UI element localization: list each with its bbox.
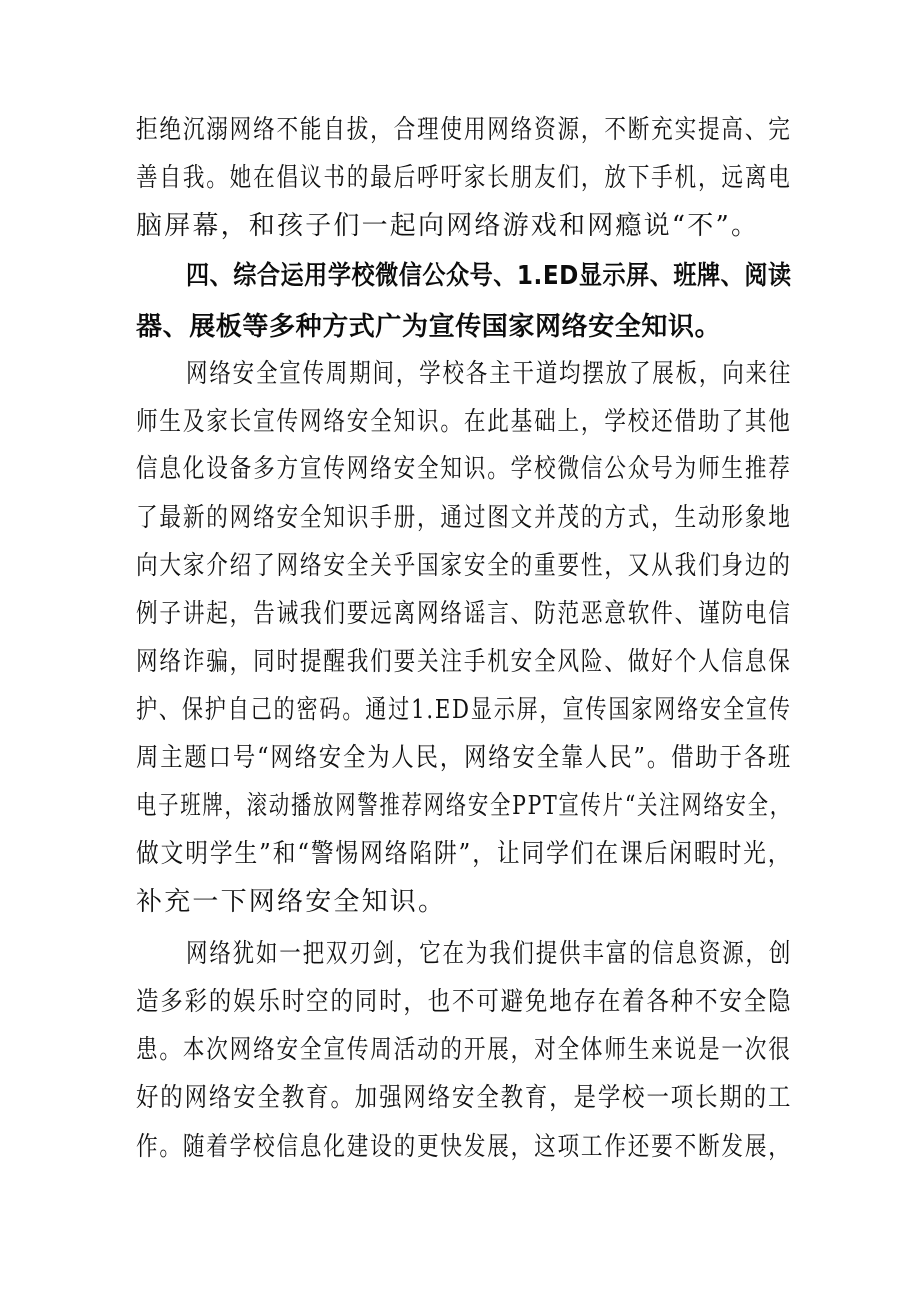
text-line: 补充一下网络安全知识。	[136, 887, 447, 917]
text-line: 作。随着学校信息化建设的更快发展，这项工作还要不断发展，	[136, 1132, 792, 1162]
text-line: 善自我。她在倡议书的最后呼吁家长朋友们，放下手机，远离电	[136, 163, 792, 193]
text-line: 了最新的网络安全知识手册，通过图文并茂的方式，生动形象地	[136, 503, 792, 533]
text-line: 周主题口号“网络安全为人民，网络安全靠人民”。借助于各班	[136, 743, 793, 773]
text-line: 造多彩的娱乐时空的同时，也不可避免地存在着各种不安全隐	[136, 987, 793, 1017]
section-heading: 四、综合运用学校微信公众号、1.ED显示屏、班牌、阅读	[186, 261, 792, 291]
text-line: 网络安全宣传周期间，学校各主干道均摆放了展板，向来往	[186, 359, 793, 389]
text-line: 护、保护自己的密码。通过1.ED显示屏，宣传国家网络安全宣传	[136, 695, 792, 725]
section-heading: 器、展板等多种方式广为宣传国家网络安全知识。	[136, 312, 722, 342]
text-line: 网络诈骗，同时提醒我们要关注手机安全风险、做好个人信息保	[136, 647, 792, 677]
text-line: 例子讲起，告诫我们要远离网络谣言、防范恶意软件、谨防电信	[136, 599, 792, 629]
text-line: 网络犹如一把双刃剑，它在为我们提供丰富的信息资源，创	[186, 939, 793, 969]
text-line: 脑屏幕，和孩子们一起向网络游戏和网瘾说“不”。	[136, 211, 760, 241]
text-line: 师生及家长宣传网络安全知识。在此基础上，学校还借助了其他	[136, 407, 792, 437]
text-line: 好的网络安全教育。加强网络安全教育，是学校一项长期的工	[136, 1083, 793, 1113]
text-line: 做文明学生”和“警惕网络陷阱”，让同学们在课后闲暇时光，	[136, 839, 793, 869]
text-line: 电子班牌，滚动播放网警推荐网络安全PPT宣传片“关注网络安全，	[136, 791, 792, 821]
text-line: 向大家介绍了网络安全关乎国家安全的重要性，又从我们身边的	[136, 551, 792, 581]
text-line: 患。本次网络安全宣传周活动的开展，对全体师生来说是一次很	[136, 1035, 792, 1065]
text-line: 信息化设备多方宣传网络安全知识。学校微信公众号为师生推荐	[136, 454, 792, 484]
text-line: 拒绝沉溺网络不能自拔，合理使用网络资源，不断充实提高、完	[136, 115, 792, 145]
